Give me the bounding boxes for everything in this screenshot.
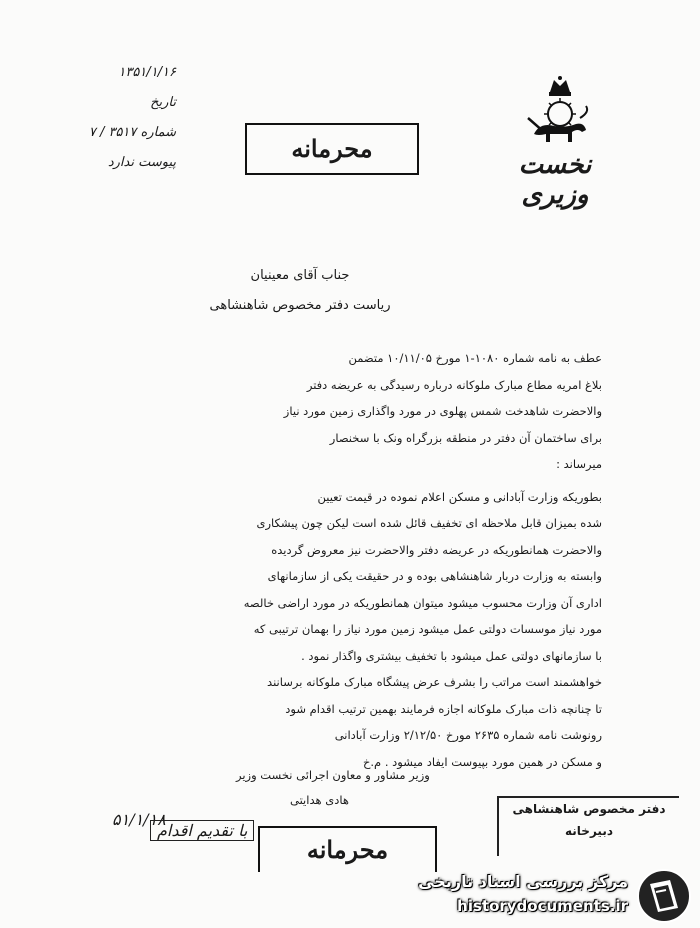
office-stamp-line1: دفتر مخصوص شاهنشاهی bbox=[512, 802, 666, 816]
body-line: رونوشت نامه شماره ۲۶۳۵ مورخ ۲/۱۲/۵۰ وزارت آبادانی bbox=[334, 728, 602, 742]
body-line: با سازمانهای دولتی عمل میشود با تخفیف بیشتری واگذار نمود . bbox=[301, 648, 602, 663]
body-line: بلاغ امریه مطاع مبارک ملوکانه درباره رسیدگی به عریضه دفتر bbox=[306, 377, 602, 392]
archive-logo-icon bbox=[636, 868, 692, 924]
meta-date-label: تاریخ bbox=[150, 95, 176, 110]
body-line: عطف به نامه شماره ۱۰۸۰-۱ مورخ ۱۰/۱۱/۰۵ متضمن bbox=[348, 351, 602, 365]
handwritten-note: با تقدیم اقدام bbox=[150, 820, 254, 841]
organization-name: نخست وزیری bbox=[518, 150, 592, 210]
watermark-title: مرکز بررسی اسناد تاریخی bbox=[418, 872, 628, 891]
letter-body bbox=[150, 345, 602, 775]
addressee-name: جناب آقای معینیان bbox=[250, 268, 350, 283]
body-line: خواهشمند است مراتب را بشرف عرض پیشگاه مبارک ملوکانه برسانند bbox=[267, 675, 602, 689]
body-line: شده بمیزان قابل ملاحظه ای تخفیف قائل شده است لیکن چون پیشکاری bbox=[256, 516, 602, 530]
document-meta bbox=[66, 58, 176, 178]
body-line: برای ساختمان آن دفتر در منطقه بزرگراه ونک با سخنصار bbox=[329, 430, 602, 445]
body-line: والاحضرت شاهدخت شمس پهلوی در مورد واگذاری زمین مورد نیاز bbox=[283, 404, 602, 418]
watermark bbox=[406, 868, 692, 924]
body-line: وابسته به وزارت دربار شاهنشاهی بوده و در حقیقت یکی از سازمانهای bbox=[267, 569, 602, 583]
signatory-name: هادی هدایتی bbox=[290, 793, 349, 807]
addressee-title: ریاست دفتر مخصوص شاهنشاهی bbox=[209, 298, 391, 313]
body-line: تا چنانچه ذات مبارک ملوکانه اجازه فرمایند بهمین ترتیب اقدام شود bbox=[285, 701, 602, 716]
meta-attachment: پیوست ندارد bbox=[107, 155, 176, 170]
confidential-stamp-bottom: محرمانه bbox=[258, 826, 437, 872]
confidential-stamp: محرمانه bbox=[245, 123, 419, 175]
watermark-url: historydocuments.ir bbox=[457, 897, 628, 915]
signatory-title: وزیر مشاور و معاون اجرائی نخست وزیر bbox=[236, 768, 430, 782]
meta-date: ۱۳۵۱/۱/۱۶ bbox=[118, 65, 176, 80]
meta-number: شماره ۳۵۱۷ / ۷ bbox=[88, 125, 176, 140]
royal-office-stamp bbox=[497, 796, 679, 856]
body-line: بطوریکه وزارت آبادانی و مسکن اعلام نموده در قیمت تعیین bbox=[317, 489, 602, 504]
body-line: اداری آن وزارت محسوب میشود میتوان همانطوریکه در مورد اراضی خالصه bbox=[243, 595, 602, 610]
lion-and-sun-emblem-icon bbox=[520, 72, 600, 152]
body-line: و مسکن در همین مورد بپیوست ایفاد میشود . م.خ bbox=[362, 754, 602, 769]
body-line: میرساند : bbox=[556, 457, 602, 471]
office-stamp-line2: دبیرخانه bbox=[565, 824, 613, 838]
body-line: والاحضرت همانطوریکه در عریضه دفتر والاحضرت نیز معروض گردیده bbox=[271, 542, 602, 557]
body-line: مورد نیاز موسسات دولتی عمل میشود زمین مورد نیاز را بهمان ترتیبی که bbox=[253, 622, 602, 636]
handwritten-number: ۵۱/۱/۱۸ bbox=[112, 810, 166, 829]
